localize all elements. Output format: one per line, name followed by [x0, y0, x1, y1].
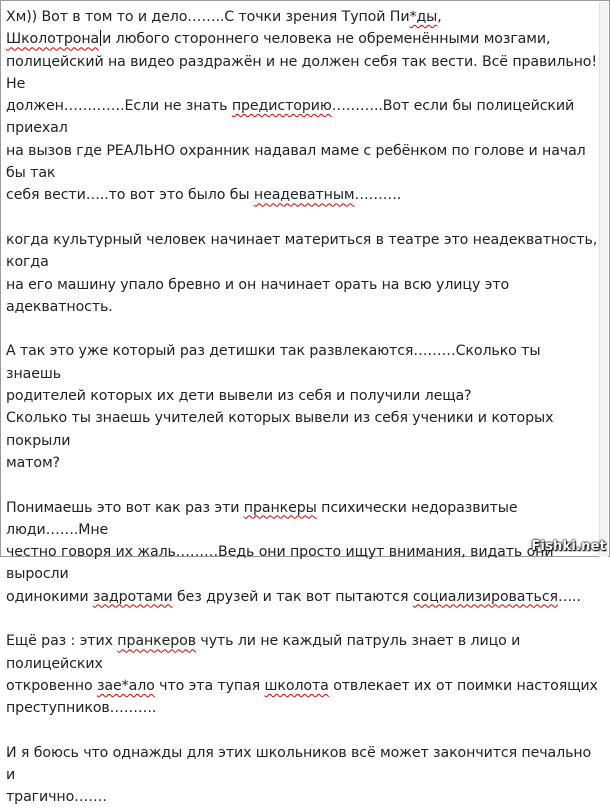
text-segment: И я боюсь что однажды для этих школьников всё может закончится печально и трагично……. [6, 744, 592, 806]
text-segment: Хм)) Вот в том то и дело……..С точки зрения Тупой Пи [6, 9, 410, 25]
paragraph-p1 [6, 6, 598, 207]
text-cursor [100, 30, 101, 46]
misspelled-word: задротами [92, 588, 173, 605]
misspelled-word: пранкеров [117, 633, 196, 650]
paragraph-p3 [6, 340, 598, 474]
text-segment: ….. [557, 588, 581, 605]
misspelled-word: предисторию [231, 98, 332, 115]
misspelled-word: неадеватным [253, 187, 355, 204]
text-segment: ………. [354, 187, 402, 204]
misspelled-word: зае*ало [96, 677, 155, 694]
paragraph-p5 [6, 630, 598, 719]
paragraph-spacer [6, 318, 598, 340]
misspelled-word: школота [264, 677, 329, 694]
text-segment: психически недоразвитые люди…….Мне честно говоря их жаль………Ведь они просто ищут внимания, видать они выросли одинокими [6, 499, 554, 605]
paragraph-spacer [6, 720, 598, 742]
text-segment: Понимаешь это вот как раз эти [6, 499, 244, 516]
watermark-logo: Fishki.net [531, 539, 606, 554]
text-segment: Ещё раз : этих [6, 633, 118, 650]
text-segment: , [437, 9, 442, 25]
comment-text-area[interactable] [6, 6, 598, 809]
vertical-scrollbar[interactable] [599, 2, 608, 557]
misspelled-word: пранкеры [243, 499, 317, 516]
text-segment: чуть ли не каждый патруль знает в лицо и полицейских откровенно [6, 633, 521, 694]
misspelled-word: *ды [409, 9, 438, 25]
text-segment: когда культурный человек начинает материться в театре это неадекватность, когда на его машину упало бревно и он начинает орать на всю улицу это адекватность. [6, 231, 598, 315]
text-segment: ………..Вот если бы полицейский приехал на вызов где РЕАЛЬНО охранник надавал маме с ребёнком по голове и начал бы так себя вести…..то вот это было бы [6, 98, 586, 204]
misspelled-word: социализироваться [412, 588, 558, 605]
text-segment: без друзей и так вот пытаются [172, 588, 413, 605]
paragraph-spacer [6, 608, 598, 630]
paragraph-spacer [6, 474, 598, 496]
text-segment: что эта тупая [154, 677, 265, 694]
text-segment: и любого стороннего человека не обременёнными мозгами, полицейский на видео раздражён и не должен себя так вести. Всё правильно! Не должен………….Если не знать [6, 31, 597, 115]
paragraph-p4 [6, 497, 598, 608]
text-segment: А так это уже который раз детишки так развлекаются………Сколько ты знаешь родителей которых их дети вывели из себя и получили леща? Сколько ты знаешь учителей которых вывели из себя ученики и которых покрыли матом? [6, 343, 554, 471]
misspelled-word: Школотрона [6, 31, 100, 48]
paragraph-spacer [6, 207, 598, 229]
paragraph-p6 [6, 742, 598, 809]
paragraph-p2 [6, 229, 598, 318]
text-segment: отвлекает их от поимки настоящих преступников………. [6, 677, 598, 717]
